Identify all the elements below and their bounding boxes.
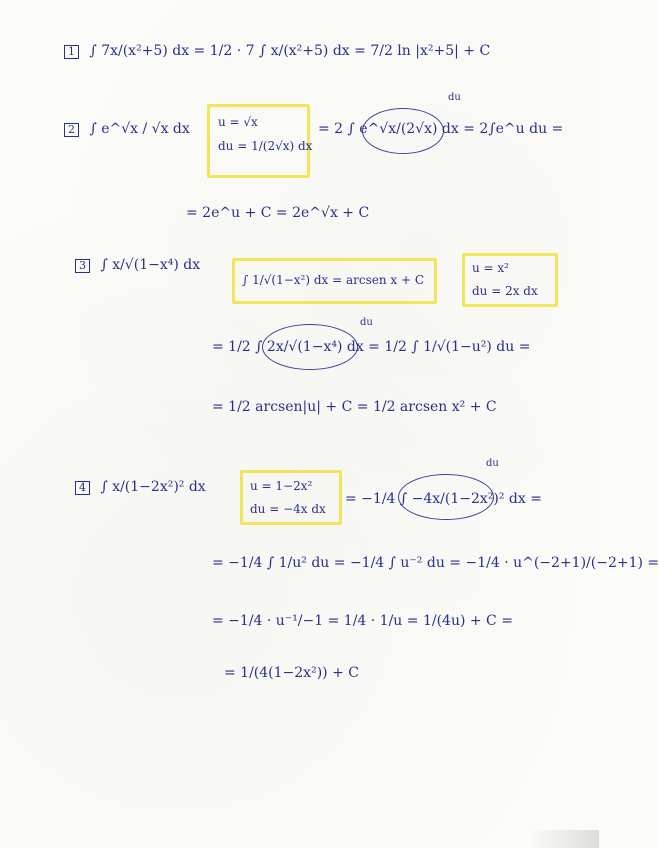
problem-3-lhs: ∫ x/√(1−x⁴) dx [100,257,201,273]
problem-3-sub-u: u = x² [472,261,509,275]
problem-2-sub-du: du = 1/(2√x) dx [218,139,313,153]
problem-2-number: 2 [64,123,79,137]
problem-4-sub-u: u = 1−2x² [250,479,313,493]
problem-2-lhs: ∫ e^√x / √x dx [89,121,190,137]
problem-1-expression: ∫ 7x/(x²+5) dx = 1/2 · 7 ∫ x/(x²+5) dx = 7/2 ln |x²+5| + C [89,43,491,59]
problem-3-line-3: = 1/2 arcsen|u| + C = 1/2 arcsen x² + C [212,399,497,415]
problem-2-circle [362,108,444,154]
problem-2-du-note: du [448,92,461,103]
page-corner-shadow [529,830,599,848]
problem-4-lhs: ∫ x/(1−2x²)² dx [100,479,206,495]
problem-4-circle [398,474,494,520]
problem-2-rhs-1: = 2 ∫ e^√x/(2√x) dx = 2∫e^u du = [318,121,564,137]
problem-4-number: 4 [75,481,90,495]
problem-3-standard-integral: ∫ 1/√(1−x²) dx = arcsen x + C [242,273,425,287]
problem-3-sub-du: du = 2x dx [472,284,538,298]
problem-4-line-4: = 1/(4(1−2x²)) + C [224,665,359,681]
problem-4-sub-du: du = −4x dx [250,502,326,516]
problem-3-line-1 [75,258,200,273]
problem-3-du-note: du [360,317,373,328]
problem-4-line-3: = −1/4 · u⁻¹/−1 = 1/4 · 1/u = 1/(4u) + C = [212,613,513,629]
problem-3-number: 3 [75,259,90,273]
problem-4-rhs-1: = −1/4 ∫ −4x/(1−2x²)² dx = [345,491,542,507]
problem-4-du-note: du [486,458,499,469]
problem-4-line-1 [75,480,206,495]
problem-1-line [64,44,490,59]
problem-2-line-2: = 2e^u + C = 2e^√x + C [186,205,370,221]
problem-3-circle [262,324,358,370]
problem-4-line-2: = −1/4 ∫ 1/u² du = −1/4 ∫ u⁻² du = −1/4 · u^(−2+1)/(−2+1) = [212,555,659,571]
problem-2-sub-u: u = √x [218,115,258,129]
problem-2-line-1 [64,122,190,137]
problem-3-line-2: = 1/2 ∫ 2x/√(1−x⁴) dx = 1/2 ∫ 1/√(1−u²) du = [212,339,531,355]
problem-1-number: 1 [64,45,79,59]
